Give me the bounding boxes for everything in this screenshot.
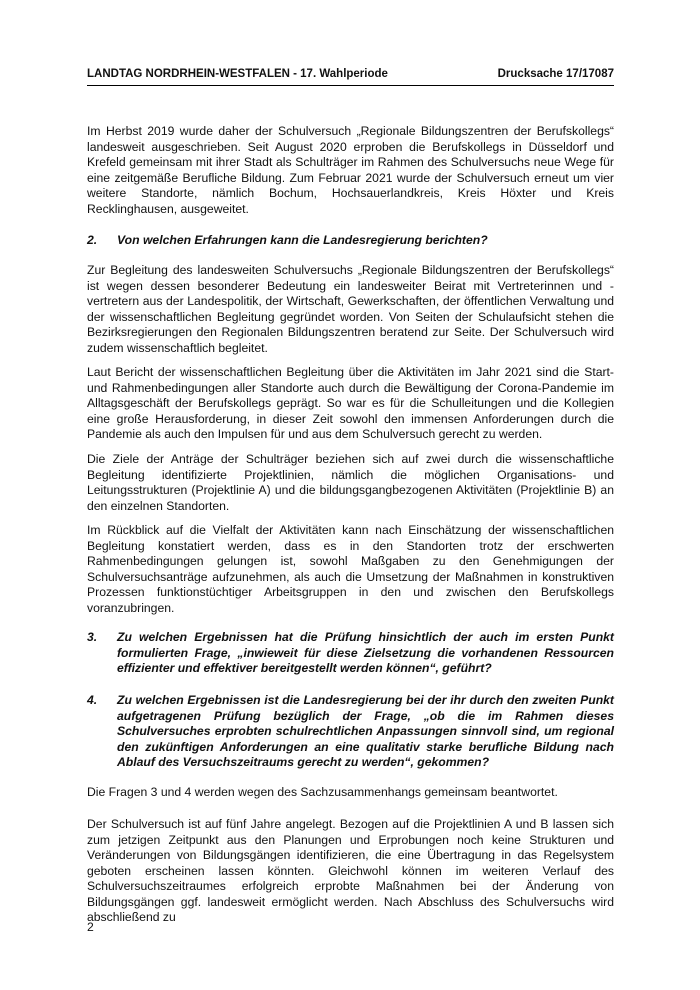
paragraph-report-2021 — [87, 365, 614, 443]
question-4 — [87, 693, 614, 771]
paragraph-text: Im Rückblick auf die Vielfalt der Aktivitäten kann nach Einschätzung der wissenschaftlichen Begleitung konstatiert werden, dass es in den Standorten trotz der erschwerten Rahmenbedingungen gelungen ist, sowohl Maßgaben zu den Genehmigungen der Schulversuchsanträge aufzunehmen, als auch die Umsetzung der Maßnahmen in konstruktiven Prozessen funktionstüchtiger Arbeitsgruppen in den und zwischen den Berufskollegs voranzubringen. — [87, 523, 614, 615]
paragraph-text: Im Herbst 2019 wurde daher der Schulversuch „Regionale Bildungszentren der Berufskollegs“ landesweit ausgeschrieben. Seit August 2020 erproben die Berufskollegs in Düsseldorf und Krefeld gemeinsam mit ihrer Stadt als Schulträger im Rahmen des Schulversuchs neue Wege für eine zeitgemäße Berufliche Bildung. Zum Februar 2021 wurde der Schulversuch erneut um vier weitere Standorte, nämlich Bochum, Hochsauerlandkreis, Kreis Höxter und Kreis Recklinghausen, ausgeweitet. — [87, 124, 614, 216]
paragraph-text: Laut Bericht der wissenschaftlichen Begleitung über die Aktivitäten im Jahr 2021 sind die Start- und Rahmenbedingungen aller Standorte auch durch die Bewältigung der Corona-Pandemie im Alltagsgeschäft der Berufskollegs geprägt. So war es für die Schulleitungen und die Kollegien eine große Herausforderung, in dieser Zeit sowohl den immensen Anforderungen durch die Pandemie als auch den Impulsen für und aus dem Schulversuch gerecht zu werden. — [87, 365, 614, 441]
question-number: 3. — [87, 630, 98, 644]
paragraph-text: Der Schulversuch ist auf fünf Jahre angelegt. Bezogen auf die Projektlinien A und B lassen sich zum jetzigen Zeitpunkt aus den Planungen und Erprobungen noch keine Strukturen und Veränderungen von Bildungsgängen identifizieren, die eine Übertragung in das Regelsystem geboten erscheinen lassen könnten. Gleichwohl können im weiteren Verlauf des Schulversuchszeitraumes erfolgreich erprobte Maßnahmen bei der Änderung von Bildungsgängen ggf. landesweit ermöglicht werden. Nach Abschluss des Schulversuchs wird abschließend zu — [87, 817, 614, 924]
paragraph-pilot-project-intro — [87, 124, 614, 217]
question-3 — [87, 630, 614, 677]
question-text: Zu welchen Ergebnissen ist die Landesregierung bei der ihr durch den zweiten Punkt aufgetragenen Prüfung bezüglich der Frage, „ob die im Rahmen dieses Schulversuches erprobten schulrechtlichen Anpassungen sinnvoll sind, um regional den zukünftigen Anforderungen an eine qualitativ starke berufliche Bildung nach Ablauf des Versuchszeitraums gerecht zu werden“, gekommen? — [117, 693, 614, 769]
paragraph-advisory-board — [87, 263, 614, 356]
paragraph-joint-answer — [87, 785, 614, 801]
paragraph-text: Die Ziele der Anträge der Schulträger beziehen sich auf zwei durch die wissenschaftliche Begleitung identifizierte Projektlinien, nämlich die möglichen Organisations- und Leitungsstrukturen (Projektlinie A) und die bildungsgangbezogenen Aktivitäten (Projektlinie B) an den einzelnen Standorten. — [87, 452, 614, 513]
question-text: Von welchen Erfahrungen kann die Landesregierung berichten? — [117, 233, 488, 247]
paragraph-text: Zur Begleitung des landesweiten Schulversuchs „Regionale Bildungszentren der Berufskollegs“ ist wegen dessen besonderer Bedeutung ein landesweiter Beirat mit Vertreterinnen und -vertretern aus der Landespolitik, der Wirtschaft, Gewerkschaften, der öffentlichen Verwaltung und der wissenschaftlichen Begleitung gegründet worden. Von Seiten der Schulaufsicht stehen die Bezirksregierungen den Regionalen Bildungszentren beratend zur Seite. Der Schulversuch wird zudem wissenschaftlich begleitet. — [87, 263, 614, 355]
paragraph-five-years — [87, 817, 614, 926]
question-text: Zu welchen Ergebnissen hat die Prüfung hinsichtlich der auch im ersten Punkt formulierten Frage, „inwieweit für diese Zielsetzung die vorhandenen Ressourcen effizienter und effektiver bereitgestellt werden können“, geführt? — [117, 630, 614, 675]
question-number: 4. — [87, 693, 98, 707]
question-number: 2. — [87, 233, 98, 247]
question-2 — [87, 233, 614, 249]
paragraph-retrospective — [87, 523, 614, 616]
paragraph-project-lines — [87, 452, 614, 514]
page-number: 2 — [87, 920, 94, 934]
header-document-number: Drucksache 17/17087 — [497, 68, 614, 80]
page-header — [87, 65, 614, 86]
header-parliament: LANDTAG NORDRHEIN-WESTFALEN - 17. Wahlperiode — [87, 68, 388, 80]
paragraph-text: Die Fragen 3 und 4 werden wegen des Sachzusammenhangs gemeinsam beantwortet. — [87, 785, 558, 799]
